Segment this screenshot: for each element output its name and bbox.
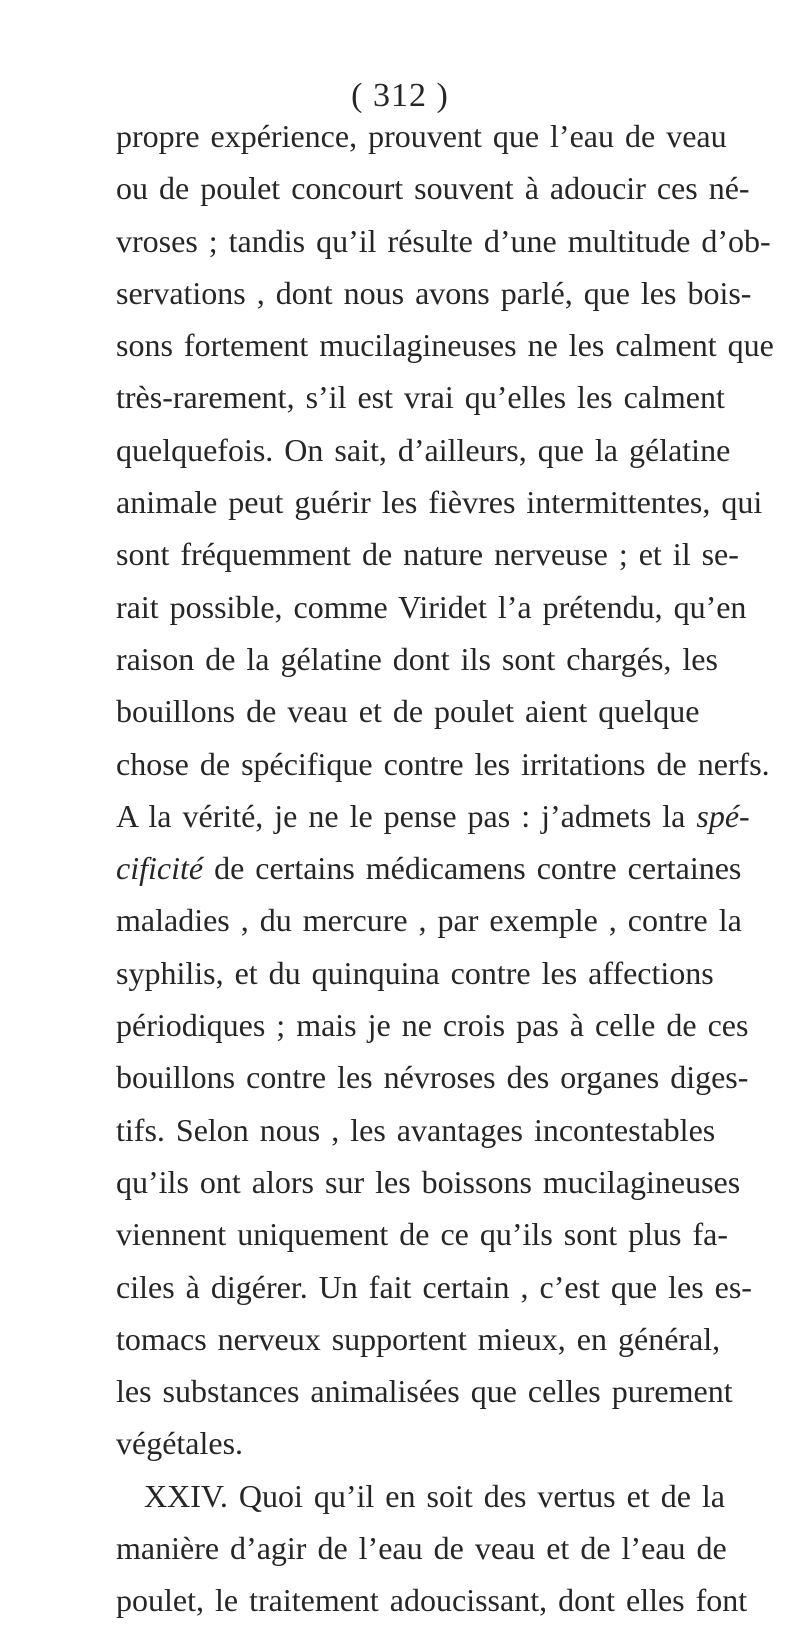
text-line [116, 842, 796, 894]
text-line: périodiques ; mais je ne crois pas à celle de ces [116, 1007, 749, 1044]
text-line-roman: de certains médicamens contre certaines [203, 850, 742, 887]
text-line: propre expérience, prouvent que l’eau de veau [116, 118, 727, 154]
text-line: bouillons contre les névroses des organes diges- [116, 1059, 749, 1096]
text-line: rait possible, comme Viridet l’a prétendu, qu’en [116, 588, 747, 625]
text-line: chose de spécifique contre les irritations de nerfs. [116, 745, 770, 782]
body-text [116, 110, 796, 1627]
text-line: végétales. [116, 1425, 244, 1462]
text-line: servations , dont nous avons parlé, que les bois- [116, 274, 752, 311]
text-line: quelquefois. On sait, d’ailleurs, que la gélatine [116, 431, 731, 468]
text-line: sons fortement mucilagineuses ne les calment que [116, 327, 774, 364]
text-line: viennent uniquement de ce qu’ils sont plus fa- [116, 1216, 728, 1253]
text-line: syphilis, et du quinquina contre les affections [116, 954, 714, 991]
text-line: vroses ; tandis qu’il résulte d’une multitude d’ob- [116, 222, 771, 259]
text-line: ciles à digérer. Un fait certain , c’est que les es- [116, 1268, 752, 1305]
italic-word: cificité [116, 850, 204, 887]
italic-word: spé- [696, 797, 750, 834]
text-line: poulet, le traitement adoucissant, dont elles font [116, 1582, 748, 1619]
text-line: ou de poulet concourt souvent à adoucir ces né- [116, 170, 750, 207]
text-line: animale peut guérir les fièvres intermittentes, qui [116, 484, 763, 521]
text-line [116, 790, 796, 842]
text-line: manière d’agir de l’eau de veau et de l’eau de [116, 1530, 727, 1567]
page-number: ( 312 ) [351, 77, 449, 114]
text-line: raison de la gélatine dont ils sont chargés, les [116, 640, 718, 677]
text-line-section-start: XXIV. Quoi qu’il en soit des vertus et de la [144, 1477, 725, 1514]
text-line-roman: A la vérité, je ne le pense pas : j’admets la [116, 797, 697, 834]
text-line: tifs. Selon nous , les avantages incontestables [116, 1111, 716, 1148]
text-line: bouillons de veau et de poulet aient quelque [116, 693, 700, 730]
text-line: tomacs nerveux supportent mieux, en général, [116, 1320, 721, 1357]
text-line: sont fréquemment de nature nerveuse ; et il se- [116, 536, 739, 573]
text-line: très-rarement, s’il est vrai qu’elles les calment [116, 379, 725, 416]
text-line: qu’ils ont alors sur les boissons mucilagineuses [116, 1163, 741, 1200]
text-line: les substances animalisées que celles purement [116, 1373, 733, 1410]
text-line: maladies , du mercure , par exemple , contre la [116, 902, 742, 939]
